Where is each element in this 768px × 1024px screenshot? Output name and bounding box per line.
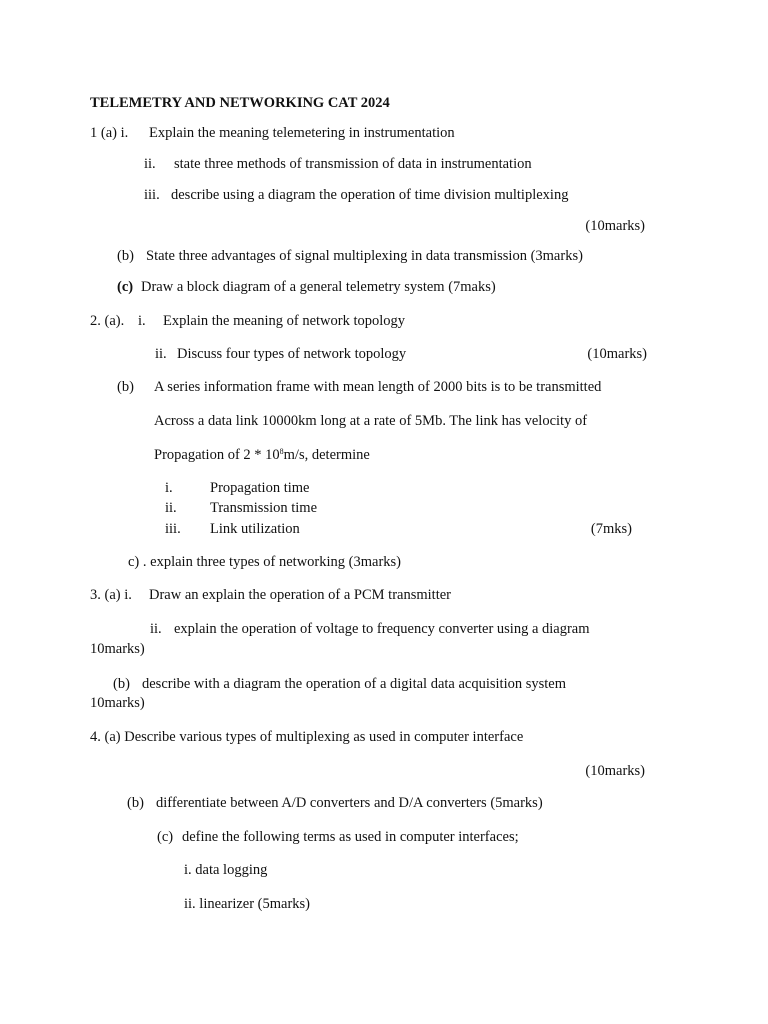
q2-b-item-iii-text: Link utilization bbox=[210, 521, 300, 537]
q2-b-item-iii-number: iii. bbox=[165, 521, 181, 537]
q4-c-ii-text: ii. linearizer (5marks) bbox=[184, 896, 311, 912]
q3-b-number: (b) bbox=[113, 676, 130, 692]
q2-a-ii-text: Discuss four types of network topology bbox=[177, 346, 407, 362]
q3-a-i-number: 3. (a) i. bbox=[90, 587, 132, 603]
q2-a-i-text: Explain the meaning of network topology bbox=[163, 313, 406, 329]
q2-c-text: c) . explain three types of networking (3marks) bbox=[128, 554, 401, 570]
q1-b-number: (b) bbox=[117, 248, 134, 264]
q2-b-line-1: A series information frame with mean length of 2000 bits is to be transmitted bbox=[154, 379, 602, 395]
q1-a-marks: (10marks) bbox=[585, 218, 645, 234]
q1-a-iii-text: describe using a diagram the operation of time division multiplexing bbox=[171, 187, 569, 203]
q2-b-item-ii-text: Transmission time bbox=[210, 500, 318, 516]
q1-b-text: State three advantages of signal multiplexing in data transmission (3marks) bbox=[146, 248, 583, 264]
q4-c-text: define the following terms as used in computer interfaces; bbox=[182, 829, 519, 845]
q4-c-i-text: i. data logging bbox=[184, 862, 268, 878]
q1-c-number: (c) bbox=[117, 279, 134, 295]
q2-b-item-ii-number: ii. bbox=[165, 500, 177, 516]
q2-b-number: (b) bbox=[117, 379, 134, 395]
document-title: TELEMETRY AND NETWORKING CAT 2024 bbox=[90, 95, 390, 111]
q4-a-marks: (10marks) bbox=[585, 763, 645, 779]
q2-a-number: 2. (a). bbox=[90, 313, 125, 329]
q2-b-line-3: Propagation of $2 * 10^8m/s$, determine bbox=[154, 447, 370, 463]
q3-a-ii-number: ii. bbox=[150, 621, 162, 637]
q2-b-marks: (7mks) bbox=[590, 521, 632, 537]
q1-a-i-text: Explain the meaning telemetering in instrumentation bbox=[149, 125, 455, 141]
q1-a-i-number: 1 (a) i. bbox=[90, 125, 129, 141]
q2-b-item-i-text: Propagation time bbox=[210, 480, 310, 496]
q1-a-ii-text: state three methods of transmission of data in instrumentation bbox=[174, 156, 532, 172]
q4-b-text: differentiate between A/D converters and D/A converters (5marks) bbox=[156, 795, 543, 811]
q4-b-number: (b) bbox=[127, 795, 144, 811]
q2-b-item-i-number: i. bbox=[165, 480, 173, 496]
q1-a-ii-number: ii. bbox=[144, 156, 156, 172]
q1-a-iii-number: iii. bbox=[144, 187, 160, 203]
q3-a-marks: 10marks) bbox=[90, 641, 145, 657]
q3-a-ii-text: explain the operation of voltage to frequency converter using a diagram bbox=[174, 621, 590, 637]
q2-b-line-2: Across a data link 10000km long at a rate of 5Mb. The link has velocity of bbox=[154, 413, 588, 429]
q2-a-ii-number: ii. bbox=[155, 346, 167, 362]
q2-a-i-roman: i. bbox=[138, 313, 146, 329]
q4-a-text: 4. (a) Describe various types of multiplexing as used in computer interface bbox=[90, 729, 524, 745]
q1-c-text: Draw a block diagram of a general telemetry system (7maks) bbox=[141, 279, 496, 295]
q3-a-i-text: Draw an explain the operation of a PCM transmitter bbox=[149, 587, 452, 603]
q2-a-marks: (10marks) bbox=[587, 346, 647, 362]
q4-c-number: (c) bbox=[157, 829, 174, 845]
q3-b-text: describe with a diagram the operation of a digital data acquisition system bbox=[142, 676, 566, 692]
q3-b-marks: 10marks) bbox=[90, 695, 145, 711]
